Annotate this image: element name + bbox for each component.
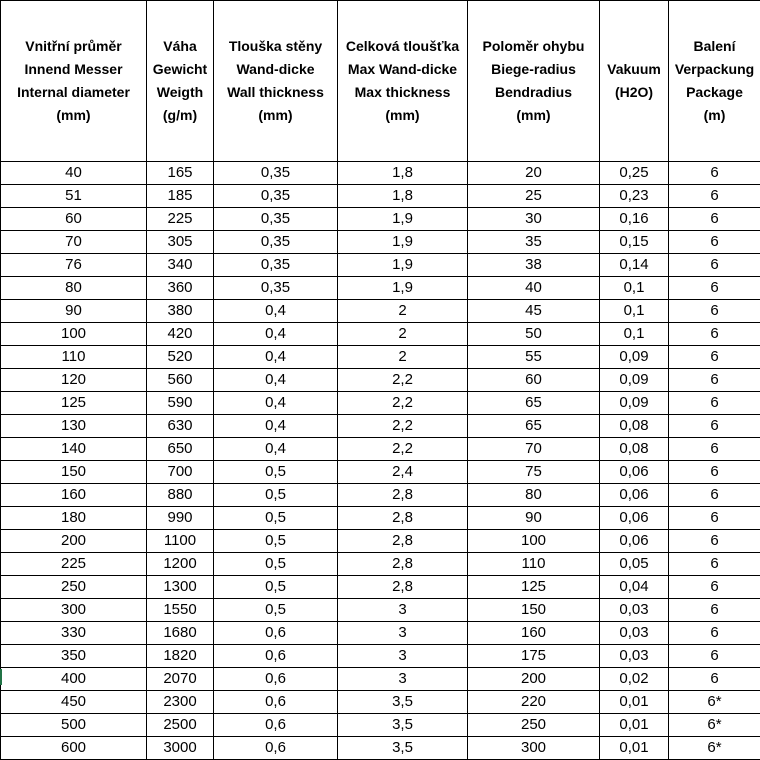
cell-weight[interactable]: 185 (147, 185, 214, 208)
cell-wall-thickness[interactable]: 0,35 (214, 185, 338, 208)
table-row (1, 645, 760, 668)
cell-internal-diameter[interactable]: 60 (1, 208, 147, 231)
cell-internal-diameter[interactable]: 100 (1, 323, 147, 346)
cell-package[interactable]: 6 (669, 231, 760, 254)
cell-vacuum[interactable]: 0,08 (600, 415, 669, 438)
cell-wall-thickness[interactable]: 0,4 (214, 415, 338, 438)
cell-bend-radius[interactable]: 200 (468, 668, 600, 691)
cell-package[interactable]: 6 (669, 553, 760, 576)
cell-internal-diameter[interactable]: 500 (1, 714, 147, 737)
cell-bend-radius[interactable]: 65 (468, 415, 600, 438)
cell-weight[interactable]: 700 (147, 461, 214, 484)
cell-bend-radius[interactable]: 75 (468, 461, 600, 484)
cell-bend-radius[interactable]: 150 (468, 599, 600, 622)
cell-bend-radius[interactable]: 30 (468, 208, 600, 231)
cell-internal-diameter[interactable]: 110 (1, 346, 147, 369)
cell-wall-thickness[interactable]: 0,35 (214, 231, 338, 254)
table-row (1, 668, 760, 691)
cell-package[interactable]: 6 (669, 346, 760, 369)
cell-internal-diameter[interactable]: 80 (1, 277, 147, 300)
cell-package[interactable]: 6 (669, 484, 760, 507)
table-body (1, 162, 760, 760)
cell-weight[interactable]: 560 (147, 369, 214, 392)
cell-vacuum[interactable]: 0,09 (600, 346, 669, 369)
cell-weight[interactable]: 630 (147, 415, 214, 438)
cell-max-thickness[interactable]: 1,9 (338, 277, 468, 300)
cell-package[interactable]: 6 (669, 530, 760, 553)
cell-max-thickness[interactable]: 3 (338, 622, 468, 645)
cell-wall-thickness[interactable]: 0,6 (214, 622, 338, 645)
cell-weight[interactable]: 1680 (147, 622, 214, 645)
cell-max-thickness[interactable]: 2,2 (338, 392, 468, 415)
table-row (1, 714, 760, 737)
cell-wall-thickness[interactable]: 0,6 (214, 737, 338, 760)
table-row (1, 737, 760, 760)
cell-internal-diameter[interactable]: 250 (1, 576, 147, 599)
cell-vacuum[interactable]: 0,1 (600, 300, 669, 323)
cell-internal-diameter[interactable]: 225 (1, 553, 147, 576)
cell-max-thickness[interactable]: 2,2 (338, 415, 468, 438)
header-line: (m) (703, 107, 726, 123)
cell-weight[interactable]: 520 (147, 346, 214, 369)
cell-vacuum[interactable]: 0,01 (600, 714, 669, 737)
cell-package[interactable]: 6 (669, 645, 760, 668)
header-line: Gewicht (152, 61, 208, 77)
cell-internal-diameter[interactable]: 150 (1, 461, 147, 484)
cell-internal-diameter[interactable]: 51 (1, 185, 147, 208)
table-row (1, 691, 760, 714)
cell-bend-radius[interactable]: 300 (468, 737, 600, 760)
table-row (1, 254, 760, 277)
cell-max-thickness[interactable]: 3 (338, 645, 468, 668)
header-line: (mm) (516, 107, 551, 123)
table-row (1, 599, 760, 622)
cell-max-thickness[interactable]: 2,2 (338, 438, 468, 461)
cell-weight[interactable]: 1200 (147, 553, 214, 576)
cell-weight[interactable]: 2300 (147, 691, 214, 714)
cell-vacuum[interactable]: 0,06 (600, 461, 669, 484)
cell-package[interactable]: 6* (669, 691, 760, 714)
header-line: Poloměr ohybu (482, 38, 585, 54)
cell-internal-diameter[interactable]: 180 (1, 507, 147, 530)
cell-wall-thickness[interactable]: 0,6 (214, 645, 338, 668)
cell-bend-radius[interactable]: 110 (468, 553, 600, 576)
header-line: Weigth (156, 84, 204, 100)
cell-weight[interactable]: 2070 (147, 668, 214, 691)
header-line: Max Wand-dicke (347, 61, 458, 77)
cell-weight[interactable]: 225 (147, 208, 214, 231)
table-row (1, 415, 760, 438)
cell-internal-diameter[interactable]: 130 (1, 415, 147, 438)
cell-vacuum[interactable]: 0,05 (600, 553, 669, 576)
cell-vacuum[interactable]: 0,09 (600, 392, 669, 415)
cell-wall-thickness[interactable]: 0,4 (214, 369, 338, 392)
column-header-package[interactable] (669, 1, 760, 162)
table-row (1, 323, 760, 346)
cell-max-thickness[interactable]: 2,8 (338, 484, 468, 507)
cell-internal-diameter[interactable]: 330 (1, 622, 147, 645)
column-header-bend-radius[interactable] (468, 1, 600, 162)
cell-internal-diameter[interactable]: 120 (1, 369, 147, 392)
table-row (1, 346, 760, 369)
cell-bend-radius[interactable]: 40 (468, 277, 600, 300)
cell-wall-thickness[interactable]: 0,4 (214, 300, 338, 323)
header-line: Vakuum (607, 61, 661, 77)
cell-package[interactable]: 6 (669, 300, 760, 323)
header-line: Vnitřní průměr (25, 38, 122, 54)
cell-weight[interactable]: 650 (147, 438, 214, 461)
header-line: Verpackung (674, 61, 755, 77)
cell-vacuum[interactable]: 0,02 (600, 668, 669, 691)
cell-wall-thickness[interactable]: 0,6 (214, 691, 338, 714)
cell-wall-thickness[interactable]: 0,4 (214, 323, 338, 346)
cell-package[interactable]: 6 (669, 162, 760, 185)
header-line: Wand-dicke (236, 61, 315, 77)
table-row (1, 622, 760, 645)
cell-vacuum[interactable]: 0,1 (600, 277, 669, 300)
cell-internal-diameter[interactable]: 40 (1, 162, 147, 185)
cell-wall-thickness[interactable]: 0,5 (214, 576, 338, 599)
cell-weight[interactable]: 2500 (147, 714, 214, 737)
cell-bend-radius[interactable]: 45 (468, 300, 600, 323)
cell-weight[interactable]: 165 (147, 162, 214, 185)
cell-bend-radius[interactable]: 50 (468, 323, 600, 346)
cell-bend-radius[interactable]: 250 (468, 714, 600, 737)
cell-wall-thickness[interactable]: 0,4 (214, 438, 338, 461)
cell-weight[interactable]: 990 (147, 507, 214, 530)
cell-wall-thickness[interactable]: 0,4 (214, 346, 338, 369)
table-row (1, 553, 760, 576)
cell-weight[interactable]: 880 (147, 484, 214, 507)
table-row (1, 484, 760, 507)
cell-package[interactable]: 6 (669, 323, 760, 346)
cell-weight[interactable]: 360 (147, 277, 214, 300)
cell-vacuum[interactable]: 0,1 (600, 323, 669, 346)
cell-internal-diameter[interactable]: 140 (1, 438, 147, 461)
header-line: Internal diameter (17, 84, 130, 100)
header-line: (g/m) (162, 107, 198, 123)
header-line: (H2O) (614, 84, 654, 100)
table-row (1, 530, 760, 553)
cell-bend-radius[interactable]: 55 (468, 346, 600, 369)
header-line: Innend Messer (24, 61, 123, 77)
table-row (1, 461, 760, 484)
cell-max-thickness[interactable]: 2,8 (338, 507, 468, 530)
cell-package[interactable]: 6 (669, 415, 760, 438)
cell-wall-thickness[interactable]: 0,6 (214, 714, 338, 737)
table-row (1, 231, 760, 254)
table-row (1, 392, 760, 415)
cell-internal-diameter[interactable]: 76 (1, 254, 147, 277)
column-header-max-thickness[interactable] (338, 1, 468, 162)
cell-max-thickness[interactable]: 2 (338, 346, 468, 369)
cell-internal-diameter[interactable]: 350 (1, 645, 147, 668)
table-row (1, 162, 760, 185)
cell-wall-thickness[interactable]: 0,35 (214, 162, 338, 185)
cell-wall-thickness[interactable]: 0,5 (214, 507, 338, 530)
cell-max-thickness[interactable]: 2,8 (338, 576, 468, 599)
cell-weight[interactable]: 420 (147, 323, 214, 346)
cell-bend-radius[interactable]: 220 (468, 691, 600, 714)
cell-bend-radius[interactable]: 175 (468, 645, 600, 668)
cell-weight[interactable]: 1300 (147, 576, 214, 599)
cell-bend-radius[interactable]: 38 (468, 254, 600, 277)
row-selection-marker (0, 669, 2, 685)
cell-package[interactable]: 6 (669, 277, 760, 300)
cell-bend-radius[interactable]: 100 (468, 530, 600, 553)
cell-package[interactable]: 6 (669, 185, 760, 208)
cell-package[interactable]: 6 (669, 438, 760, 461)
cell-max-thickness[interactable]: 2,2 (338, 369, 468, 392)
cell-package[interactable]: 6 (669, 254, 760, 277)
header-row (1, 1, 760, 162)
cell-bend-radius[interactable]: 25 (468, 185, 600, 208)
cell-internal-diameter[interactable]: 600 (1, 737, 147, 760)
table-row (1, 208, 760, 231)
cell-weight[interactable]: 380 (147, 300, 214, 323)
table-row (1, 300, 760, 323)
cell-internal-diameter[interactable]: 300 (1, 599, 147, 622)
cell-internal-diameter[interactable]: 160 (1, 484, 147, 507)
cell-max-thickness[interactable]: 1,9 (338, 231, 468, 254)
cell-vacuum[interactable]: 0,01 (600, 691, 669, 714)
cell-weight[interactable]: 305 (147, 231, 214, 254)
header-line: (mm) (56, 107, 91, 123)
header-line: Max thickness (354, 84, 451, 100)
header-line: Package (686, 84, 743, 100)
cell-max-thickness[interactable]: 2,8 (338, 530, 468, 553)
cell-package[interactable]: 6 (669, 461, 760, 484)
cell-internal-diameter[interactable]: 450 (1, 691, 147, 714)
cell-wall-thickness[interactable]: 0,5 (214, 530, 338, 553)
cell-vacuum[interactable]: 0,09 (600, 369, 669, 392)
cell-vacuum[interactable]: 0,01 (600, 737, 669, 760)
cell-weight[interactable]: 340 (147, 254, 214, 277)
table-row (1, 507, 760, 530)
cell-bend-radius[interactable]: 80 (468, 484, 600, 507)
cell-max-thickness[interactable]: 2 (338, 300, 468, 323)
cell-weight[interactable]: 1820 (147, 645, 214, 668)
cell-weight[interactable]: 1550 (147, 599, 214, 622)
cell-internal-diameter[interactable]: 70 (1, 231, 147, 254)
cell-weight[interactable]: 3000 (147, 737, 214, 760)
cell-package[interactable]: 6 (669, 507, 760, 530)
header-line: (mm) (258, 107, 293, 123)
cell-package[interactable]: 6 (669, 369, 760, 392)
cell-weight[interactable]: 1100 (147, 530, 214, 553)
cell-vacuum[interactable]: 0,06 (600, 507, 669, 530)
cell-internal-diameter[interactable]: 125 (1, 392, 147, 415)
cell-max-thickness[interactable]: 2,4 (338, 461, 468, 484)
cell-vacuum[interactable]: 0,14 (600, 254, 669, 277)
cell-wall-thickness[interactable]: 0,35 (214, 208, 338, 231)
cell-max-thickness[interactable]: 2 (338, 323, 468, 346)
table-row (1, 576, 760, 599)
cell-max-thickness[interactable]: 3,5 (338, 737, 468, 760)
column-header-weight[interactable] (147, 1, 214, 162)
cell-internal-diameter[interactable]: 400 (1, 668, 147, 691)
header-line: (mm) (385, 107, 420, 123)
cell-bend-radius[interactable]: 125 (468, 576, 600, 599)
cell-vacuum[interactable]: 0,15 (600, 231, 669, 254)
cell-package[interactable]: 6* (669, 737, 760, 760)
header-line: Bendradius (494, 84, 572, 100)
cell-vacuum[interactable]: 0,16 (600, 208, 669, 231)
cell-vacuum[interactable]: 0,03 (600, 599, 669, 622)
cell-bend-radius[interactable]: 160 (468, 622, 600, 645)
table-row (1, 277, 760, 300)
cell-max-thickness[interactable]: 1,8 (338, 162, 468, 185)
column-header-internal-diameter[interactable] (1, 1, 147, 162)
header-line: Celková tloušťka (345, 38, 460, 54)
header-line: Tlouška stěny (228, 38, 323, 54)
cell-max-thickness[interactable]: 1,8 (338, 185, 468, 208)
cell-package[interactable]: 6 (669, 622, 760, 645)
cell-wall-thickness[interactable]: 0,5 (214, 461, 338, 484)
cell-bend-radius[interactable]: 60 (468, 369, 600, 392)
cell-max-thickness[interactable]: 3,5 (338, 714, 468, 737)
cell-vacuum[interactable]: 0,04 (600, 576, 669, 599)
cell-vacuum[interactable]: 0,03 (600, 645, 669, 668)
header-line: Balení (693, 38, 736, 54)
cell-wall-thickness[interactable]: 0,35 (214, 254, 338, 277)
cell-vacuum[interactable]: 0,06 (600, 530, 669, 553)
cell-package[interactable]: 6 (669, 576, 760, 599)
cell-vacuum[interactable]: 0,03 (600, 622, 669, 645)
cell-package[interactable]: 6 (669, 599, 760, 622)
cell-internal-diameter[interactable]: 200 (1, 530, 147, 553)
cell-wall-thickness[interactable]: 0,35 (214, 277, 338, 300)
header-line: Biege-radius (491, 61, 576, 77)
cell-wall-thickness[interactable]: 0,5 (214, 599, 338, 622)
cell-max-thickness[interactable]: 3 (338, 668, 468, 691)
cell-max-thickness[interactable]: 3 (338, 599, 468, 622)
cell-package[interactable]: 6* (669, 714, 760, 737)
header-line: Wall thickness (227, 84, 324, 100)
cell-vacuum[interactable]: 0,25 (600, 162, 669, 185)
cell-bend-radius[interactable]: 90 (468, 507, 600, 530)
cell-vacuum[interactable]: 0,06 (600, 484, 669, 507)
cell-max-thickness[interactable]: 3,5 (338, 691, 468, 714)
cell-weight[interactable]: 590 (147, 392, 214, 415)
header-line: Váha (163, 38, 197, 54)
cell-bend-radius[interactable]: 20 (468, 162, 600, 185)
cell-internal-diameter[interactable]: 90 (1, 300, 147, 323)
cell-wall-thickness[interactable]: 0,4 (214, 392, 338, 415)
cell-vacuum[interactable]: 0,23 (600, 185, 669, 208)
column-header-vacuum[interactable] (600, 1, 669, 162)
cell-bend-radius[interactable]: 65 (468, 392, 600, 415)
cell-wall-thickness[interactable]: 0,5 (214, 484, 338, 507)
cell-package[interactable]: 6 (669, 392, 760, 415)
cell-package[interactable]: 6 (669, 668, 760, 691)
cell-package[interactable]: 6 (669, 208, 760, 231)
column-header-wall-thickness[interactable] (214, 1, 338, 162)
cell-wall-thickness[interactable]: 0,6 (214, 668, 338, 691)
cell-wall-thickness[interactable]: 0,5 (214, 553, 338, 576)
table-row (1, 438, 760, 461)
cell-max-thickness[interactable]: 1,9 (338, 208, 468, 231)
table-row (1, 185, 760, 208)
table-row (1, 369, 760, 392)
cell-max-thickness[interactable]: 2,8 (338, 553, 468, 576)
cell-bend-radius[interactable]: 35 (468, 231, 600, 254)
cell-max-thickness[interactable]: 1,9 (338, 254, 468, 277)
cell-vacuum[interactable]: 0,08 (600, 438, 669, 461)
cell-bend-radius[interactable]: 70 (468, 438, 600, 461)
